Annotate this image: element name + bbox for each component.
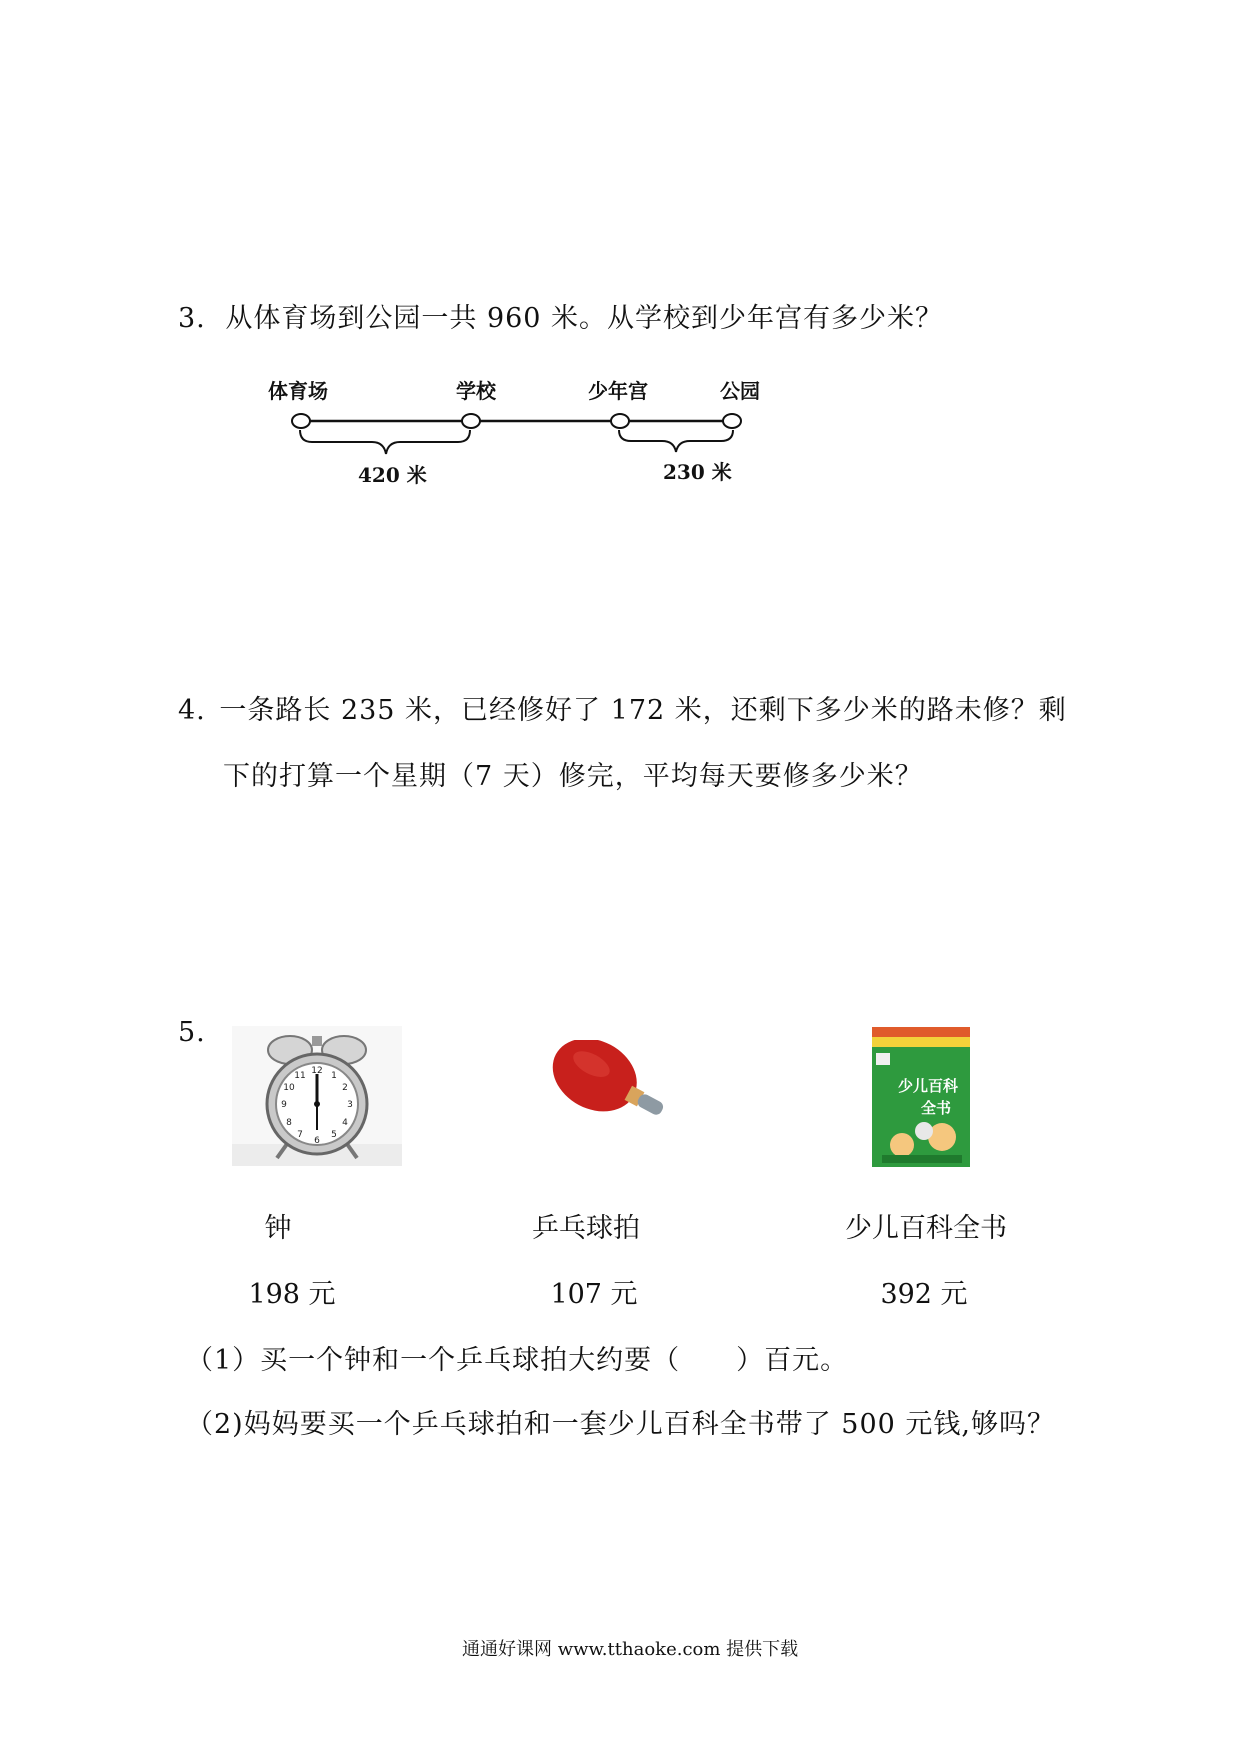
label-youth-palace: 少年宫 xyxy=(588,379,648,403)
question-5-number: 5. xyxy=(178,1017,206,1048)
question-5-sub-2: （2)妈妈要买一个乒乓球拍和一套少儿百科全书带了 500 元钱,够吗？ xyxy=(186,1409,1055,1440)
svg-text:6: 6 xyxy=(314,1136,320,1146)
svg-text:8: 8 xyxy=(286,1118,292,1128)
distance-right-label: 230 米 xyxy=(663,460,732,484)
item-name-paddle: 乒乓球拍 xyxy=(532,1213,640,1244)
svg-text:12: 12 xyxy=(311,1066,323,1076)
svg-text:3: 3 xyxy=(347,1100,353,1110)
label-school: 学校 xyxy=(456,379,496,403)
point-park xyxy=(723,414,741,428)
svg-text:10: 10 xyxy=(283,1083,295,1093)
question-number: 3. xyxy=(178,303,206,334)
question-text: 从体育场到公园一共 960 米。从学校到少年宫有多少米？ xyxy=(225,303,944,334)
distance-left-label: 420 米 xyxy=(358,463,427,487)
svg-text:全书: 全书 xyxy=(920,1099,952,1117)
question-text: 一条路长 235 米，已经修好了 172 米，还剩下多少米的路未修？剩 xyxy=(219,695,1067,726)
brace-left xyxy=(300,430,470,454)
item-price-paddle: 107 元 xyxy=(550,1279,638,1310)
point-youth-palace xyxy=(611,414,629,428)
svg-text:9: 9 xyxy=(281,1100,287,1110)
svg-text:少儿百科: 少儿百科 xyxy=(897,1077,959,1095)
svg-text:7: 7 xyxy=(297,1130,303,1140)
brace-right xyxy=(619,430,733,452)
label-park: 公园 xyxy=(720,379,760,403)
svg-text:4: 4 xyxy=(342,1118,348,1128)
svg-text:5: 5 xyxy=(331,1130,337,1140)
question-5-sub-1: （1）买一个钟和一个乒乓球拍大约要（ ）百元。 xyxy=(186,1345,849,1376)
page-footer: 通通好课网 www.tthaoke.com 提供下载 xyxy=(462,1639,799,1660)
point-stadium xyxy=(292,414,310,428)
item-price-book: 392 元 xyxy=(880,1279,968,1310)
question-4-line-1 xyxy=(178,688,1067,727)
alarm-clock-icon xyxy=(232,1026,402,1166)
question-4-line-2: 下的打算一个星期（7 天）修完，平均每天要修多少米？ xyxy=(223,761,923,792)
svg-text:1: 1 xyxy=(331,1071,337,1081)
question-3 xyxy=(178,296,943,335)
item-price-clock: 198 元 xyxy=(248,1279,336,1310)
svg-text:2: 2 xyxy=(342,1083,348,1093)
label-stadium: 体育场 xyxy=(268,379,328,403)
item-name-clock: 钟 xyxy=(264,1213,292,1244)
svg-text:11: 11 xyxy=(294,1071,306,1081)
question-number: 4. xyxy=(178,695,206,726)
point-school xyxy=(462,414,480,428)
item-name-book: 少儿百科全书 xyxy=(845,1213,1007,1244)
book-cover-icon xyxy=(872,1027,970,1167)
ping-pong-paddle-icon xyxy=(545,1040,670,1140)
